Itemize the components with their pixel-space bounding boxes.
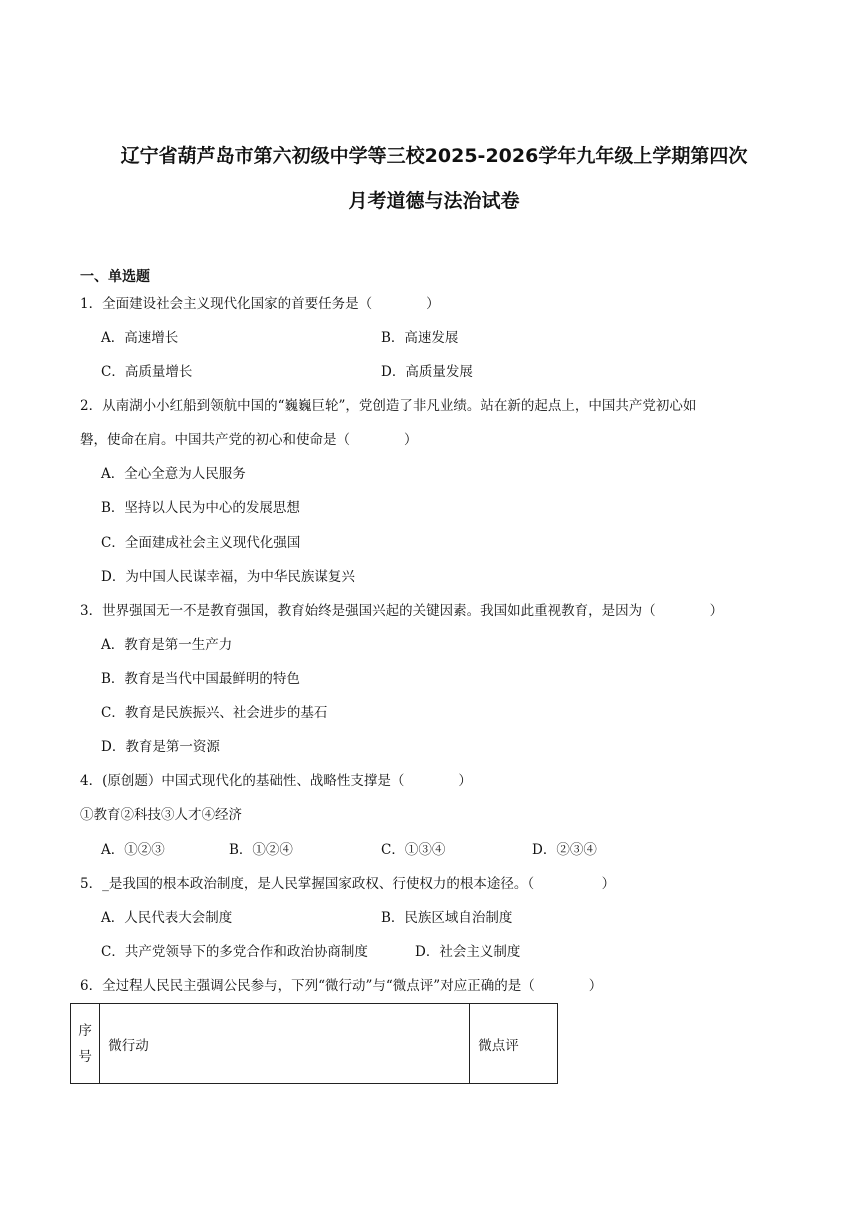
question-5-option-b: B．民族区域自治制度 (381, 910, 513, 926)
question-2-option-b: B．坚持以人民为中心的发展思想 (101, 500, 300, 516)
question-2-stem-line2: 磐，使命在肩。中国共产党的初心和使命是（ ） (80, 432, 418, 448)
question-4-option-a: A．①②③ (101, 842, 165, 858)
question-4-items: ①教育②科技③人才④经济 (80, 807, 242, 823)
question-2-option-a: A．全心全意为人民服务 (101, 466, 246, 482)
question-1-option-b: B．高速发展 (381, 330, 459, 346)
question-5-option-a: A．人民代表大会制度 (101, 910, 233, 926)
question-5-option-c: C．共产党领导下的多党合作和政治协商制度 (101, 944, 368, 960)
question-1-option-c: C．高质量增长 (101, 364, 193, 380)
exam-title-line1: 辽宁省葫芦岛市第六初级中学等三校2025-2026学年九年级上学期第四次 (120, 145, 748, 167)
table-header-action: 微行动 (100, 1004, 470, 1084)
table-header-index: 序号 (71, 1004, 100, 1084)
question-6-table (70, 1003, 558, 1084)
question-2-stem-line1: 2．从南湖小小红船到领航中国的“巍巍巨轮”，党创造了非凡业绩。站在新的起点上，中国共产党初心如 (80, 398, 697, 414)
question-4-option-b: B．①②④ (229, 842, 293, 858)
question-5-stem: 5．_是我国的根本政治制度，是人民掌握国家政权、行使权力的根本途径。（ ） (80, 876, 616, 892)
question-3-option-b: B．教育是当代中国最鲜明的特色 (101, 671, 300, 687)
question-5-option-d: D．社会主义制度 (415, 944, 521, 960)
question-3-option-c: C．教育是民族振兴、社会进步的基石 (101, 705, 328, 721)
section-heading: 一、单选题 (80, 269, 150, 285)
question-3-option-d: D．教育是第一资源 (101, 739, 220, 755)
question-3-stem: 3．世界强国无一不是教育强国，教育始终是强国兴起的关键因素。我国如此重视教育，是因为（ ） (80, 603, 724, 619)
question-4-stem: 4．(原创题）中国式现代化的基础性、战略性支撑是（ ） (80, 773, 472, 789)
question-2-option-c: C．全面建成社会主义现代化强国 (101, 535, 301, 551)
question-4-option-d: D．②③④ (532, 842, 597, 858)
question-3-option-a: A．教育是第一生产力 (101, 637, 233, 653)
question-4-option-c: C．①③④ (381, 842, 446, 858)
question-1-option-a: A．高速增长 (101, 330, 179, 346)
table-row (71, 1004, 558, 1084)
question-1-stem: 1．全面建设社会主义现代化国家的首要任务是（ ） (80, 296, 440, 312)
question-2-option-d: D．为中国人民谋幸福，为中华民族谋复兴 (101, 569, 355, 585)
question-6-stem: 6．全过程人民民主强调公民参与，下列“微行动”与“微点评”对应正确的是（ ） (80, 978, 603, 994)
exam-title-line2: 月考道德与法治试卷 (348, 190, 520, 212)
question-1-option-d: D．高质量发展 (381, 364, 473, 380)
table-header-comment: 微点评 (470, 1004, 558, 1084)
